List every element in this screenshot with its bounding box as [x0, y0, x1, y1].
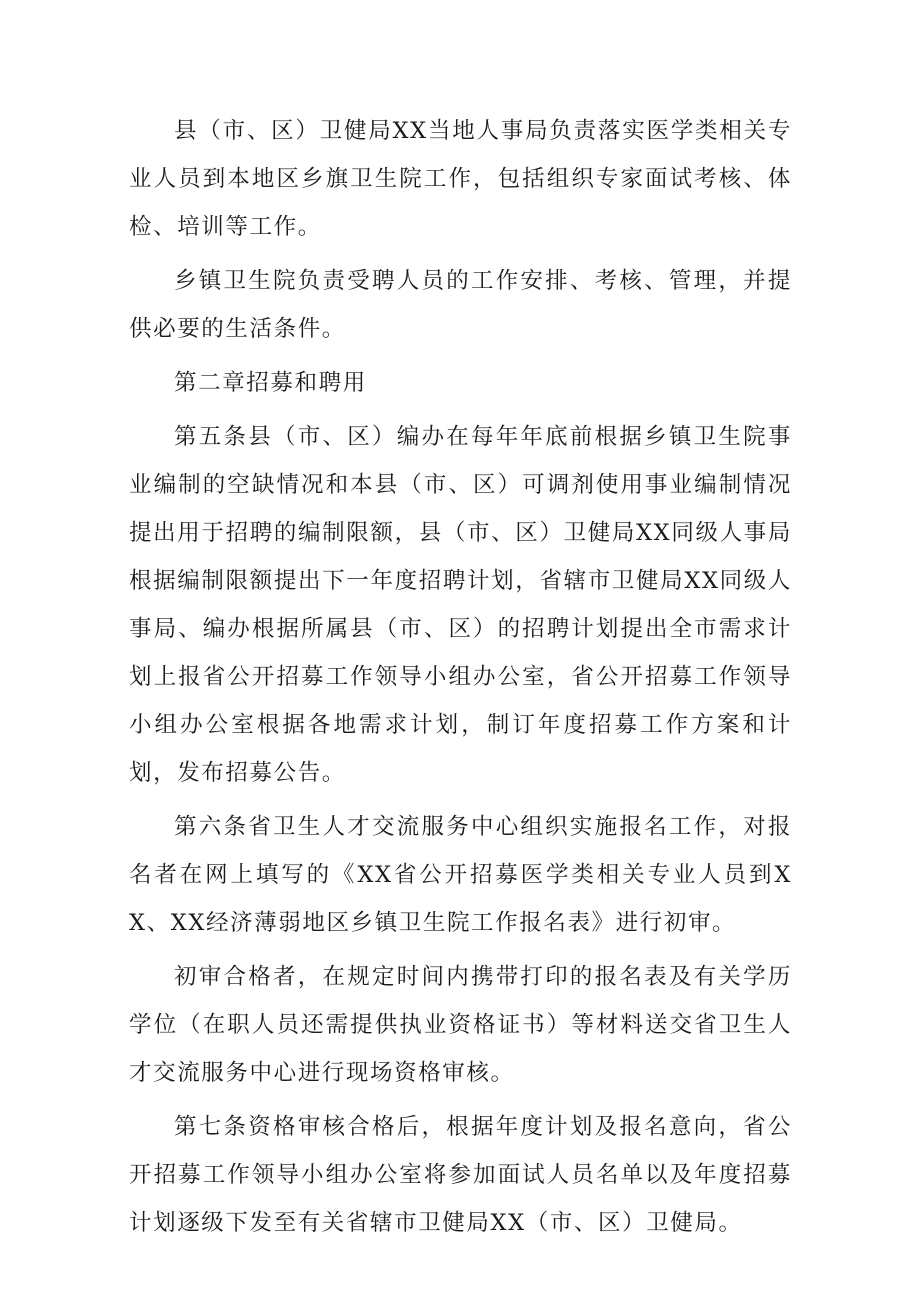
- paragraph-article-7: 第七条资格审核合格后，根据年度计划及报名意向，省公开招募工作领导小组办公室将参加面试人员名单以及年度招募计划逐级下发至有关省辖市卫健局XX（市、区）卫健局。: [129, 1114, 792, 1236]
- paragraph-county-responsibility: 县（市、区）卫健局XX当地人事局负责落实医学类相关专业人员到本地区乡旗卫生院工作，包括组织专家面试考核、体检、培训等工作。: [129, 118, 792, 240]
- paragraph-preliminary-review: 初审合格者，在规定时间内携带打印的报名表及有关学历学位（在职人员还需提供执业资格证书）等材料送交省卫生人才交流服务中心进行现场资格审核。: [129, 964, 792, 1086]
- paragraph-township-hospital: 乡镇卫生院负责受聘人员的工作安排、考核、管理，并提供必要的生活条件。: [129, 268, 792, 342]
- paragraph-article-6: 第六条省卫生人才交流服务中心组织实施报名工作，对报名者在网上填写的《XX省公开招募医学类相关专业人员到XX、XX经济薄弱地区乡镇卫生院工作报名表》进行初审。: [129, 814, 792, 936]
- chapter-heading: 第二章招募和聘用: [174, 370, 367, 396]
- paragraph-article-5: 第五条县（市、区）编办在每年年底前根据乡镇卫生院事业编制的空缺情况和本县（市、区）可调剂使用事业编制情况提出用于招聘的编制限额，县（市、区）卫健局XX同级人事局根据编制限额提出下一年度招聘计划，省辖市卫健局XX同级人事局、编办根据所属县（市、区）的招聘计划提出全市需求计划上报省公开招募工作领导小组办公室，省公开招募工作领导小组办公室根据各地需求计划，制订年度招募工作方案和计划，发布招募公告。: [129, 424, 792, 786]
